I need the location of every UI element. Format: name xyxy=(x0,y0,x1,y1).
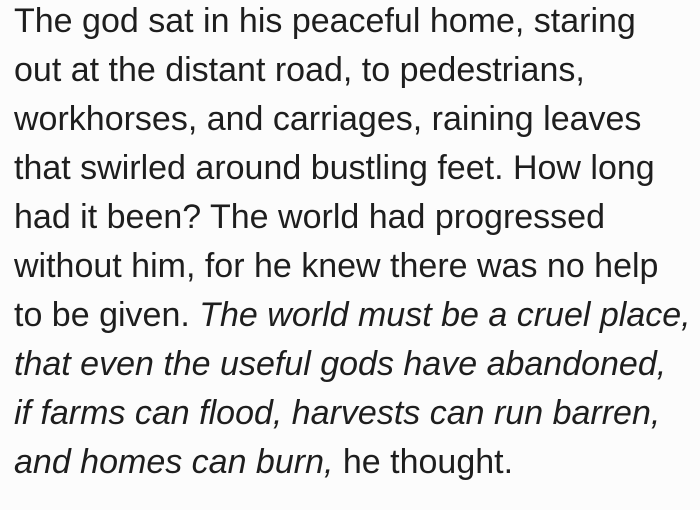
text-segment-italic: if farms can flood, harvests can run barren, xyxy=(14,394,661,432)
text-line-7 xyxy=(14,291,694,340)
text-line-8 xyxy=(14,340,694,389)
text-segment-italic: The world must be a cruel place, xyxy=(199,296,691,334)
text-line-9 xyxy=(14,389,694,438)
text-segment: workhorses, and carriages, raining leaves xyxy=(14,100,642,138)
text-segment: that swirled around bustling feet. How long xyxy=(14,149,655,187)
story-paragraph xyxy=(14,0,694,487)
text-line-10 xyxy=(14,438,694,487)
text-segment: The god sat in his peaceful home, staring xyxy=(14,2,636,40)
text-segment: to be given. xyxy=(14,296,200,334)
text-segment: out at the distant road, to pedestrians, xyxy=(14,51,585,89)
text-line-3 xyxy=(14,95,694,144)
text-line-2 xyxy=(14,46,694,95)
text-segment-italic: and homes can burn, xyxy=(14,443,334,481)
text-line-6 xyxy=(14,242,694,291)
text-line-4 xyxy=(14,144,694,193)
text-segment: had it been? The world had progressed xyxy=(14,198,605,236)
text-line-1 xyxy=(14,0,694,46)
text-line-5 xyxy=(14,193,694,242)
text-segment: he thought. xyxy=(333,443,514,481)
text-segment-italic: that even the useful gods have abandoned, xyxy=(14,345,667,383)
text-segment: without him, for he knew there was no help xyxy=(14,247,659,285)
